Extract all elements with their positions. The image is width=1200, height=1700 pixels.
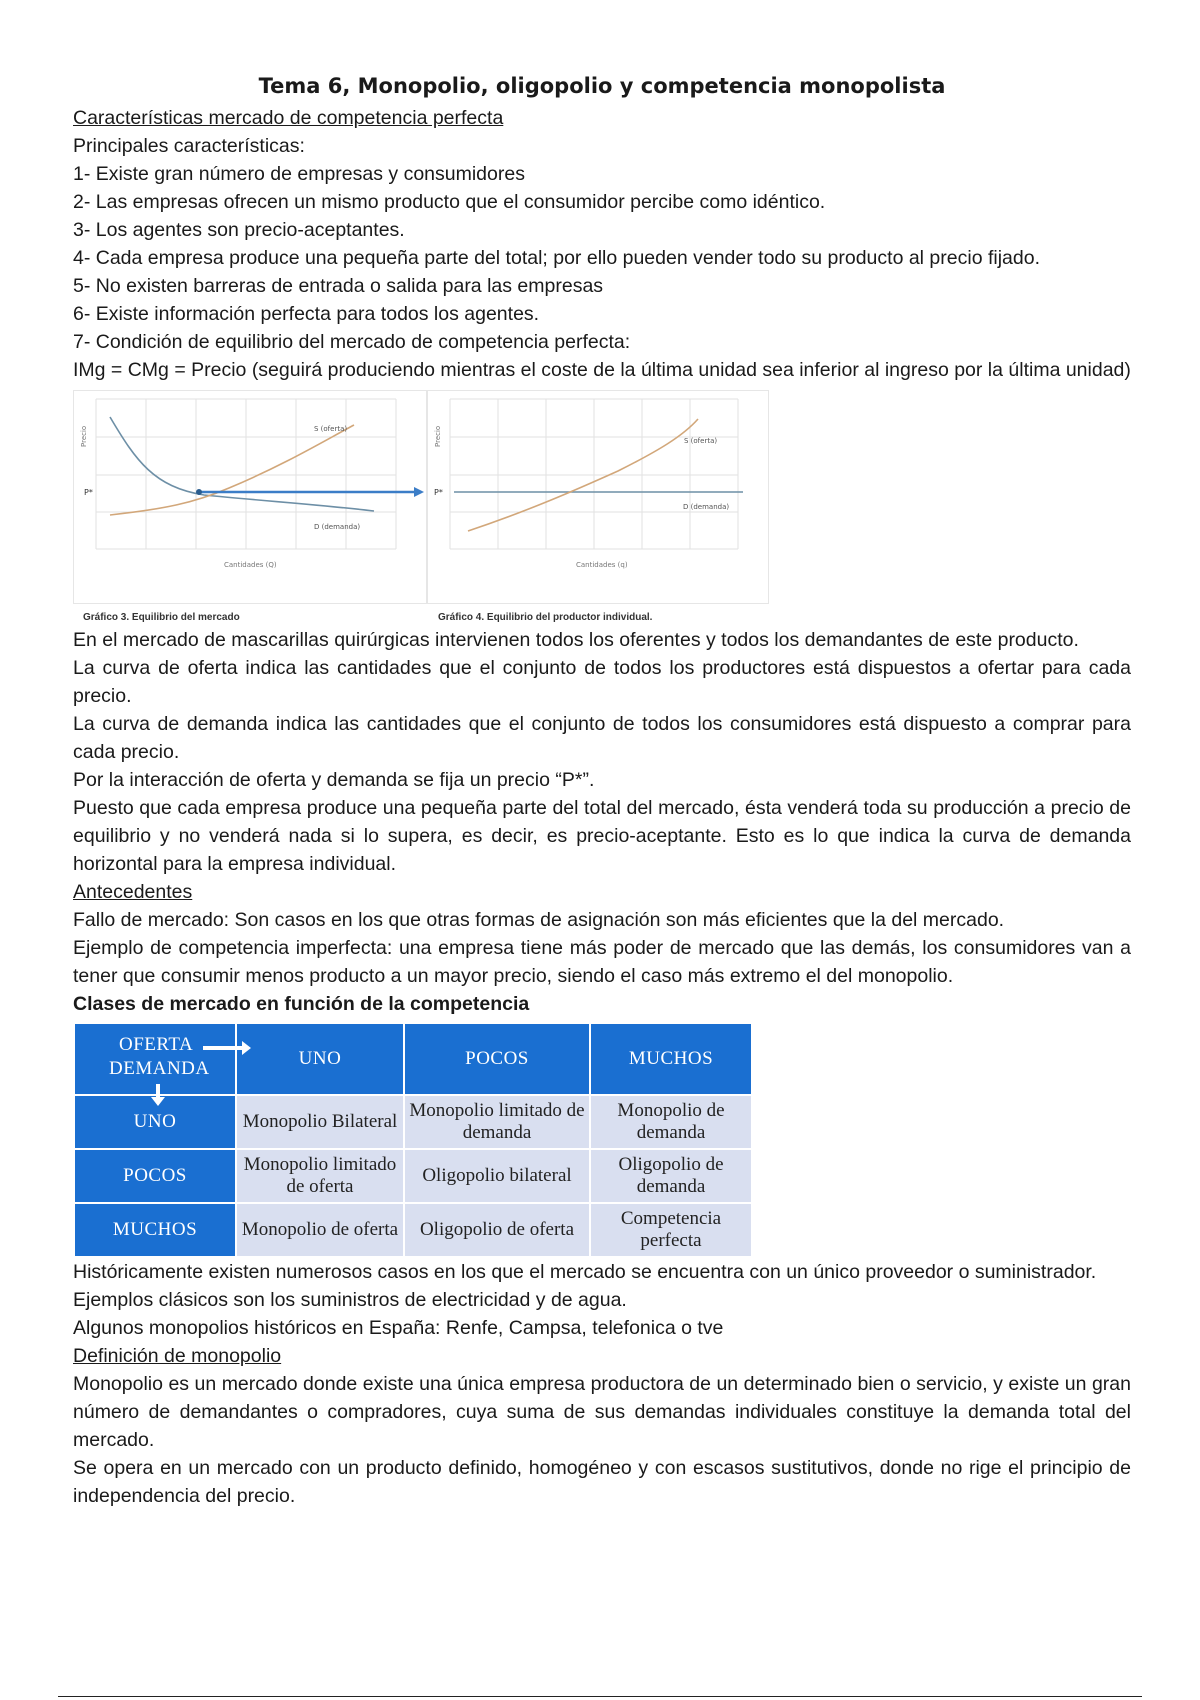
table-row <box>74 1203 752 1257</box>
list-item: 6- Existe información perfecta para todos los agentes. <box>73 303 540 325</box>
document-page <box>73 74 1131 1510</box>
supply-label: S (oferta) <box>314 425 348 433</box>
x-axis-label: Cantidades (Q) <box>224 561 277 569</box>
paragraph: Monopolio es un mercado donde existe una única empresa productora de un determinado bien o servicio, y existe un gran número de demandantes o compradores, cuya suma de sus demandas individuales constituye la demanda total del mercado. <box>73 1373 1131 1451</box>
paragraph: Ejemplos clásicos son los suministros de electricidad y de agua. <box>73 1289 627 1311</box>
row-header: UNO <box>74 1095 236 1149</box>
price-label: P* <box>84 488 93 497</box>
chart-market-svg <box>74 391 426 603</box>
section-heading-competencia-perfecta: Características mercado de competencia perfecta <box>73 107 504 129</box>
y-axis-label: Precio <box>80 425 88 447</box>
table-cell: Monopolio de demanda <box>590 1095 752 1149</box>
table-cell: Competencia perfecta <box>590 1203 752 1257</box>
paragraph: Históricamente existen numerosos casos en los que el mercado se encuentra con un único proveedor o suministrador. <box>73 1261 1097 1283</box>
paragraph: Fallo de mercado: Son casos en los que otras formas de asignación son más eficientes que la del mercado. <box>73 909 1005 931</box>
table-corner-cell <box>74 1023 236 1095</box>
charts-figure <box>73 390 1131 626</box>
demand-label: D (demanda) <box>683 503 730 511</box>
supply-curve <box>110 425 354 515</box>
price-arrow-head <box>414 487 424 497</box>
list-item: 4- Cada empresa produce una pequeña parte del total; por ello pueden vender todo su producto al precio fijado. <box>73 247 1040 269</box>
right-arrow-icon <box>203 1046 243 1050</box>
equilibrium-point <box>196 489 202 495</box>
chart-individual-producer <box>427 390 769 604</box>
demand-label: D (demanda) <box>314 523 361 531</box>
table-row <box>74 1149 752 1203</box>
chart-producer-svg <box>428 391 768 603</box>
table-header-row <box>74 1023 752 1095</box>
table-cell: Monopolio Bilateral <box>236 1095 404 1149</box>
supply-label: S (oferta) <box>684 437 718 445</box>
column-header: UNO <box>236 1023 404 1095</box>
list-item: 5- No existen barreras de entrada o salida para las empresas <box>73 275 604 297</box>
paragraph: Ejemplo de competencia imperfecta: una empresa tiene más poder de mercado que las demás, los consumidores van a tener que consumir menos producto a un mayor precio, siendo el caso más extremo el del monopolio. <box>73 937 1131 987</box>
y-axis-label: Precio <box>434 425 442 447</box>
price-label: P* <box>434 488 443 497</box>
x-axis-label: Cantidades (q) <box>576 561 628 569</box>
paragraph: Algunos monopolios históricos en España: Renfe, Campsa, telefonica o tve <box>73 1317 724 1339</box>
list-item: 7- Condición de equilibrio del mercado de competencia perfecta: <box>73 331 631 353</box>
market-classes-table <box>73 1022 753 1258</box>
section-heading-definicion: Definición de monopolio <box>73 1345 282 1367</box>
row-header: POCOS <box>74 1149 236 1203</box>
down-arrow-icon <box>156 1084 160 1098</box>
intro-line: Principales características: <box>73 135 305 157</box>
table-cell: Monopolio de oferta <box>236 1203 404 1257</box>
section-heading-antecedentes: Antecedentes <box>73 881 193 903</box>
paragraph: En el mercado de mascarillas quirúrgicas intervienen todos los oferentes y todos los demandantes de este producto. <box>73 629 1079 651</box>
list-item: 3- Los agentes son precio-aceptantes. <box>73 219 405 241</box>
footer-divider <box>58 1696 1142 1697</box>
table-cell: Monopolio limitado de demanda <box>404 1095 590 1149</box>
chart-caption: Gráfico 4. Equilibrio del productor individual. <box>438 612 653 623</box>
table-cell: Oligopolio bilateral <box>404 1149 590 1203</box>
list-item: 1- Existe gran número de empresas y consumidores <box>73 163 525 185</box>
page-title: Tema 6, Monopolio, oligopolio y competencia monopolista <box>258 74 946 98</box>
paragraph: Puesto que cada empresa produce una pequeña parte del total del mercado, ésta venderá toda su producción a precio de equilibrio y no venderá nada si lo supera, es decir, es precio-aceptante. Esto es lo que indica la curva de demanda horizontal para la empresa individual. <box>73 797 1131 875</box>
paragraph: Por la interacción de oferta y demanda se fija un precio “P*”. <box>73 769 595 791</box>
chart-market-equilibrium <box>73 390 427 604</box>
table-cell: Monopolio limitado de oferta <box>236 1149 404 1203</box>
corner-oferta-label: OFERTA <box>119 1034 194 1055</box>
row-header: MUCHOS <box>74 1203 236 1257</box>
paragraph: La curva de demanda indica las cantidades que el conjunto de todos los consumidores está dispuesto a comprar para cada precio. <box>73 713 1131 763</box>
corner-demanda-label: DEMANDA <box>109 1058 210 1079</box>
table-cell: Oligopolio de demanda <box>590 1149 752 1203</box>
table-cell: Oligopolio de oferta <box>404 1203 590 1257</box>
paragraph: La curva de oferta indica las cantidades que el conjunto de todos los productores está dispuestos a ofertar para cada precio. <box>73 657 1131 707</box>
paragraph: Se opera en un mercado con un producto definido, homogéneo y con escasos sustitutivos, donde no rige el principio de independencia del precio. <box>73 1457 1131 1507</box>
section-heading-clases: Clases de mercado en función de la competencia <box>73 993 530 1015</box>
table-row <box>74 1095 752 1149</box>
column-header: POCOS <box>404 1023 590 1095</box>
chart-caption: Gráfico 3. Equilibrio del mercado <box>83 612 240 623</box>
list-item: 2- Las empresas ofrecen un mismo producto que el consumidor percibe como idéntico. <box>73 191 826 213</box>
column-header: MUCHOS <box>590 1023 752 1095</box>
equilibrium-condition: IMg = CMg = Precio (seguirá produciendo mientras el coste de la última unidad sea inferior al ingreso por la última unidad) <box>73 359 1131 381</box>
